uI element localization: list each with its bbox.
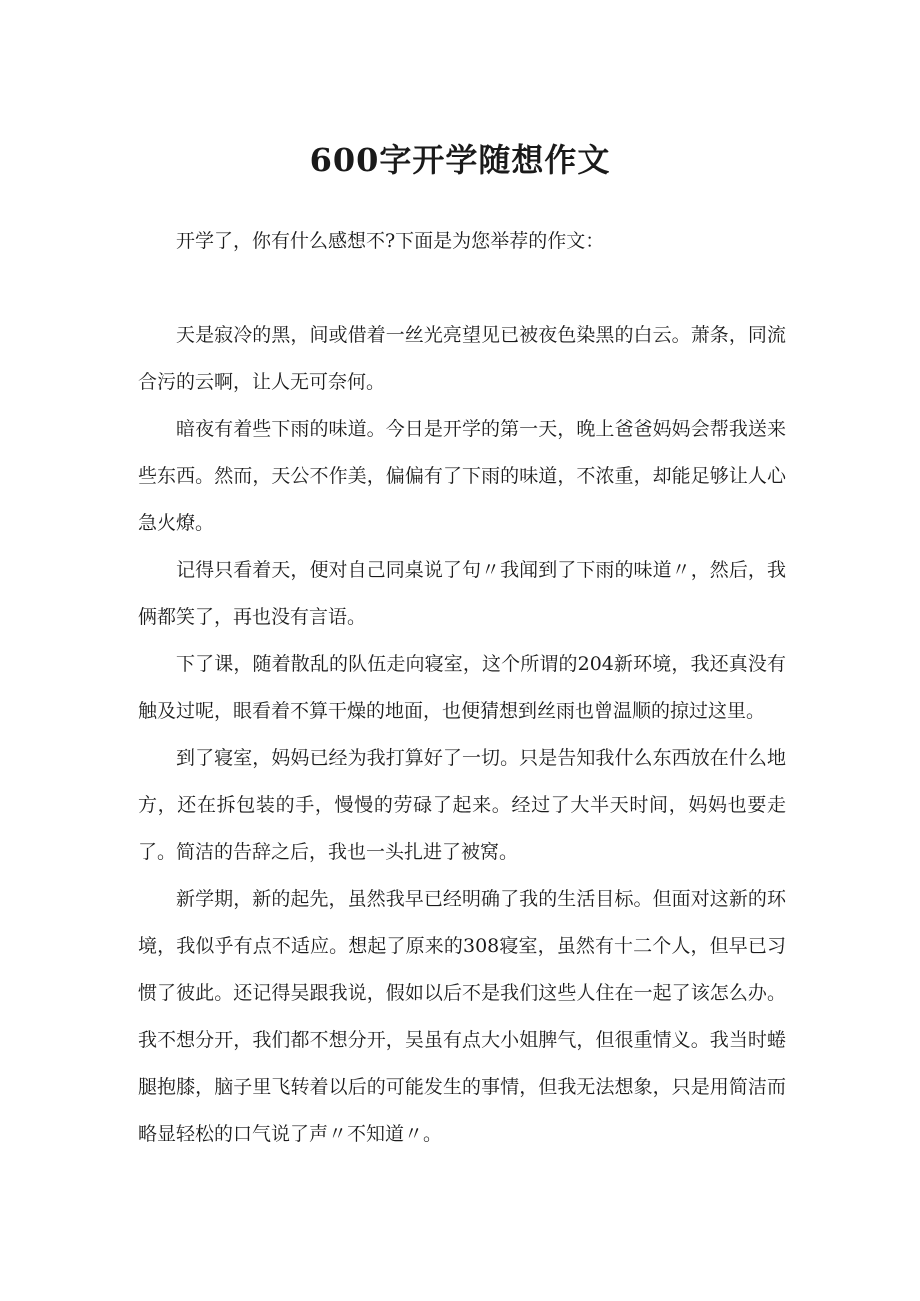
body-paragraph: 下了课，随着散乱的队伍走向寝室，这个所谓的204新环境，我还真没有触及过呢，眼看着不算干燥的地面，也便猜想到丝雨也曾温顺的掠过这里。 xyxy=(138,653,786,722)
document-title: 600字开学随想作文 xyxy=(309,141,611,179)
body-paragraph: 新学期，新的起先，虽然我早已经明确了我的生活目标。但面对这新的环境，我似乎有点不适应。想起了原来的308寝室，虽然有十二个人，但早已习惯了彼此。还记得吴跟我说，假如以后不是我们这些人住在一起了该怎么办。我不想分开，我们都不想分开，吴虽有点大小姐脾气，但很重情义。我当时蜷腿抱膝，脑子里飞转着以后的可能发生的事情，但我无法想象，只是用简洁而略显轻松的口气说了声〃不知道〃。 xyxy=(138,888,786,1145)
body-paragraph: 暗夜有着些下雨的味道。今日是开学的第一天，晚上爸爸妈妈会帮我送来些东西。然而，天公不作美，偏偏有了下雨的味道，不浓重，却能足够让人心急火燎。 xyxy=(138,418,786,534)
document-body xyxy=(138,218,786,1158)
intro-paragraph: 开学了，你有什么感想不?下面是为您举荐的作文： xyxy=(176,230,605,252)
body-paragraph: 天是寂冷的黑，间或借着一丝光亮望见已被夜色染黑的白云。萧条，同流合污的云啊，让人无可奈何。 xyxy=(138,324,786,393)
body-paragraph: 到了寝室，妈妈已经为我打算好了一切。只是告知我什么东西放在什么地方，还在拆包装的手，慢慢的劳碌了起来。经过了大半天时间，妈妈也要走了。简洁的告辞之后，我也一头扎进了被窝。 xyxy=(138,747,786,863)
body-paragraph: 记得只看着天，便对自己同桌说了句〃我闻到了下雨的味道〃，然后，我俩都笑了，再也没有言语。 xyxy=(138,559,786,628)
